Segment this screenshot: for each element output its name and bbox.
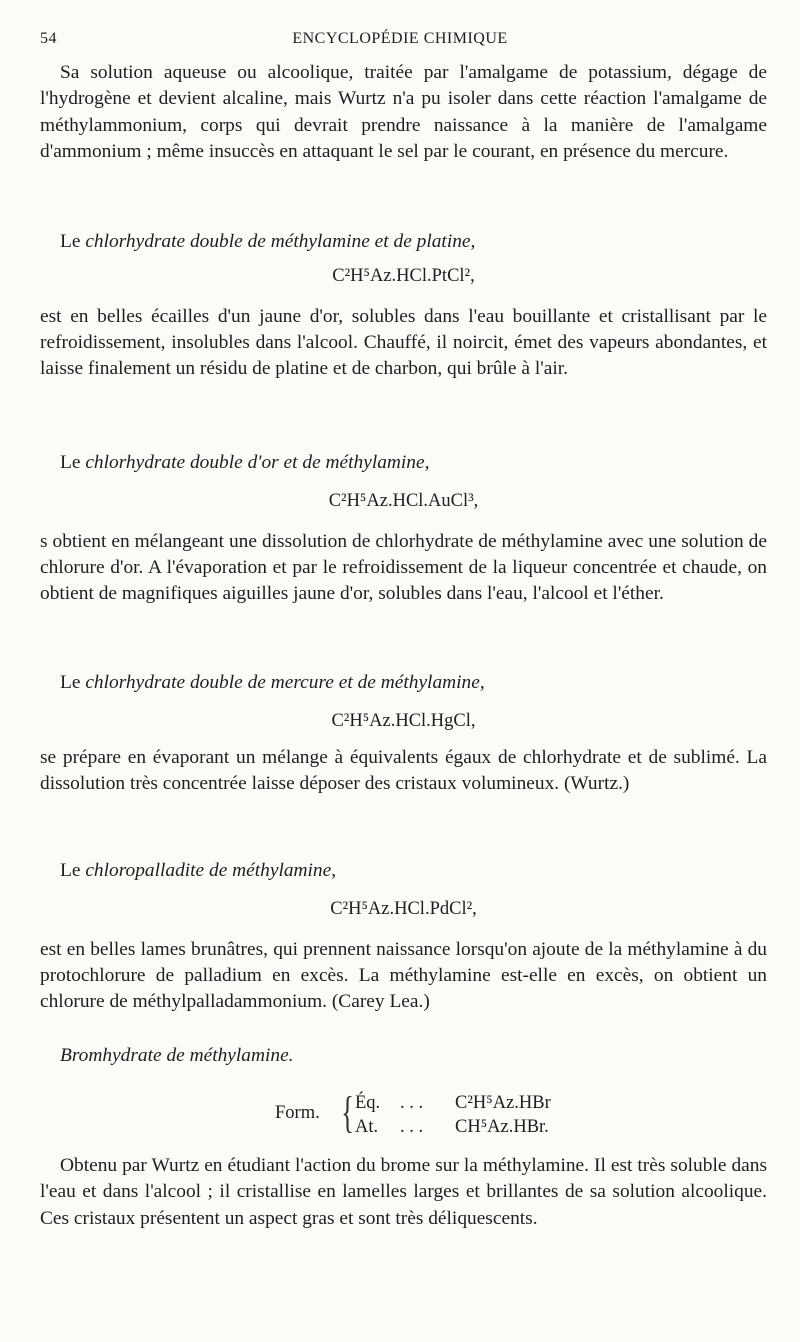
palladium-paragraph: est en belles lames brunâtres, qui prennent naissance lorsqu'on ajoute de la méthylamine à du protochlorure de palladium en excès. La méthylamine est-elle en excès, on obtient un chlorure de méthylpalladammonium. (Carey Lea.)	[40, 938, 767, 1013]
palladium-heading: Le chloropalladite de méthylamine,	[60, 860, 337, 881]
formula-row-value: CH⁵Az.HBr.	[455, 1117, 549, 1137]
mercure-heading: Le chlorhydrate double de mercure et de méthylamine,	[60, 672, 485, 693]
or-heading: Le chlorhydrate double d'or et de méthylamine,	[60, 452, 430, 473]
formula-row-key: At.	[355, 1117, 379, 1137]
platine-paragraph: est en belles écailles d'un jaune d'or, solubles dans l'eau bouillante et cristallisant par le refroidissement, insolubles dans l'alcool. Chauffé, il noircit, émet des vapeurs abondantes, et laisse finalement un résidu de platine et de charbon, qui brûle à l'air.	[40, 305, 767, 380]
mercure-formula: C²H⁵Az.HCl.HgCl,	[331, 711, 476, 732]
page-header	[40, 30, 760, 52]
mercure-paragraph: se prépare en évaporant un mélange à équivalents égaux de chlorhydrate et de sublimé. La dissolution très concentrée laisse déposer des cristaux volumineux. (Wurtz.)	[40, 746, 767, 794]
formula-row-dots: . . .	[400, 1093, 424, 1113]
mercure-section	[40, 670, 767, 797]
brace-glyph: {	[341, 1088, 354, 1137]
bromhydrate-text-section	[40, 1153, 767, 1232]
page-number: 54	[40, 30, 57, 47]
bromhydrate-heading: Bromhydrate de méthylamine.	[60, 1045, 294, 1066]
intro-section	[40, 60, 767, 165]
formula-row-at	[355, 1117, 615, 1141]
intro-paragraph: Sa solution aqueuse ou alcoolique, traitée par l'amalgame de potassium, dégage de l'hydrogène et devient alcaline, mais Wurtz n'a pu isoler dans cette réaction l'amalgame de méthylammonium, corps qui devrait prendre naissance à la manière de l'amalgame d'ammonium ; même insuccès en attaquant le sel par le courant, en présence du mercure.	[40, 62, 767, 162]
or-paragraph: s obtient en mélangeant une dissolution de chlorhydrate de méthylamine avec une solution de chlorure d'or. A l'évaporation et par le refroidissement de la liqueur concentrée et chaude, on obtient de magnifiques aiguilles jaune d'or, solubles dans l'eau, l'alcool et l'éther.	[40, 530, 767, 605]
formula-row-key: Éq.	[355, 1093, 381, 1113]
or-section	[40, 450, 767, 607]
platine-section	[40, 229, 767, 382]
palladium-formula: C²H⁵Az.HCl.PdCl²,	[330, 899, 477, 920]
running-title: ENCYCLOPÉDIE CHIMIQUE	[292, 30, 508, 47]
bromhydrate-paragraph: Obtenu par Wurtz en étudiant l'action du brome sur la méthylamine. Il est très soluble dans l'eau et dans l'alcool ; il cristallise en lamelles larges et brillantes de sa solution alcoolique. Ces cristaux présentent un aspect gras et sont très déliquescents.	[40, 1155, 767, 1229]
bromhydrate-section	[40, 1043, 767, 1069]
formula-table	[275, 1088, 575, 1145]
formula-row-value: C²H⁵Az.HBr	[455, 1093, 551, 1113]
formula-label: Form.	[275, 1103, 320, 1123]
platine-heading: Le chlorhydrate double de méthylamine et de platine,	[60, 231, 476, 252]
formula-row-dots: . . .	[400, 1117, 424, 1137]
or-formula: C²H⁵Az.HCl.AuCl³,	[328, 491, 479, 512]
palladium-section	[40, 858, 767, 1015]
platine-formula: C²H⁵Az.HCl.PtCl²,	[332, 266, 475, 287]
formula-row-eq	[355, 1093, 615, 1117]
